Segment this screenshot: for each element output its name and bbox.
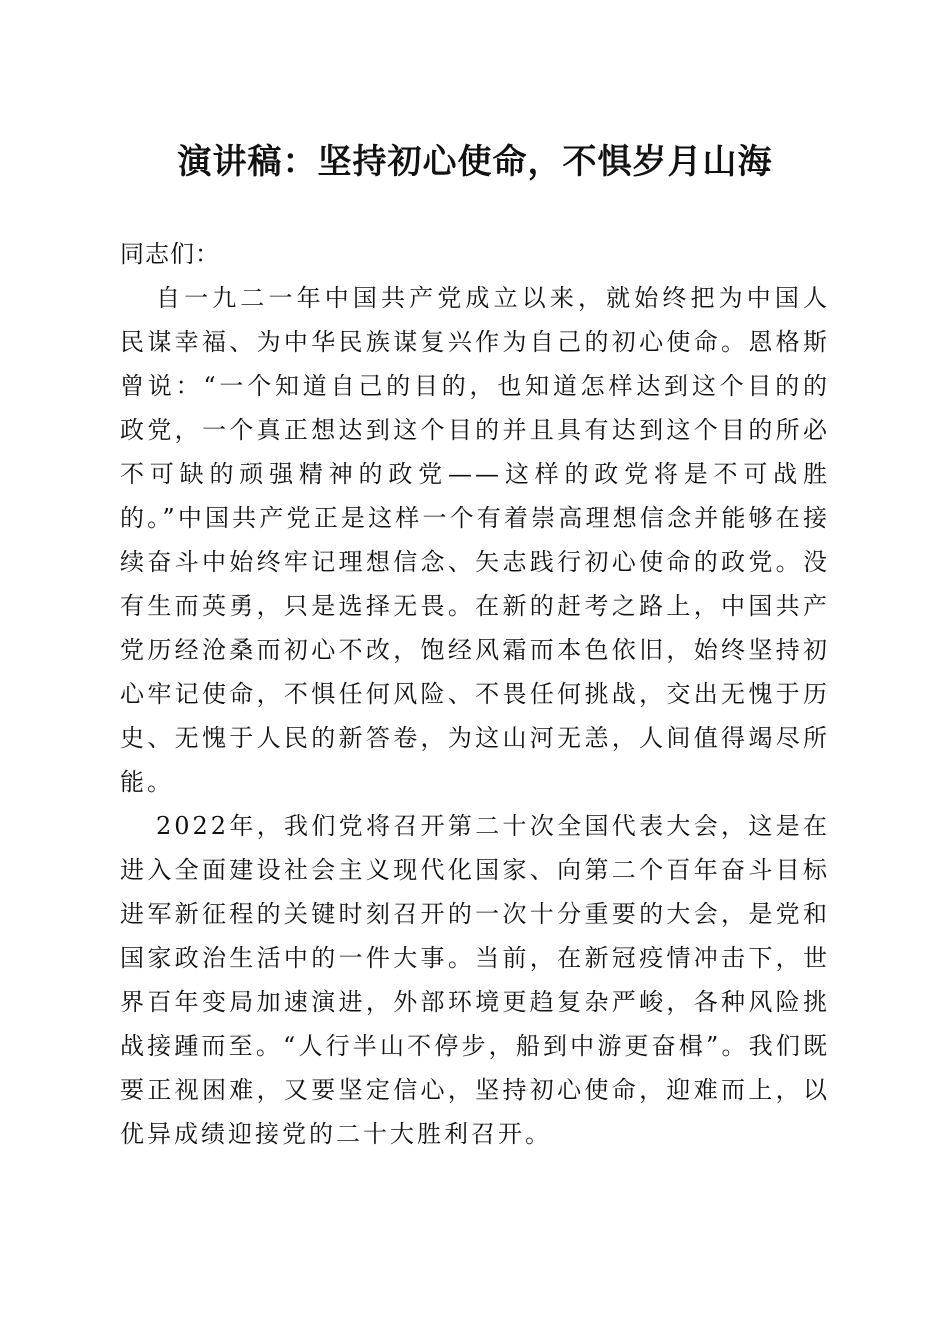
document-body	[120, 232, 830, 1156]
document-title: 演讲稿：坚持初心使命，不惧岁月山海	[177, 142, 773, 182]
salutation: 同志们：	[120, 240, 220, 268]
paragraph-2: 2022年，我们党将召开第二十次全国代表大会，这是在进入全面建设社会主义现代化国家、向第二个百年奋斗目标进军新征程的关键时刻召开的一次十分重要的大会，是党和国家政治生活中的一件大事。当前，在新冠疫情冲击下，世界百年变局加速演进，外部环境更趋复杂严峻，各种风险挑战接踵而至。“人行半山不停步，船到中游更奋楫”。我们既要正视困难，又要坚定信心，坚持初心使命，迎难而上，以优异成绩迎接党的二十大胜利召开。	[120, 812, 830, 1148]
paragraph-1: 自一九二一年中国共产党成立以来，就始终把为中国人民谋幸福、为中华民族谋复兴作为自己的初心使命。恩格斯曾说：“一个知道自己的目的，也知道怎样达到这个目的的政党，一个真正想达到这个目的并且具有达到这个目的所必不可缺的顽强精神的政党——这样的政党将是不可战胜的。”中国共产党正是这样一个有着崇高理想信念并能够在接续奋斗中始终牢记理想信念、矢志践行初心使命的政党。没有生而英勇，只是选择无畏。在新的赶考之路上，中国共产党历经沧桑而初心不改，饱经风霜而本色依旧，始终坚持初心牢记使命，不惧任何风险、不畏任何挑战，交出无愧于历史、无愧于人民的新答卷，为这山河无恙，人间值得竭尽所能。	[120, 284, 830, 796]
